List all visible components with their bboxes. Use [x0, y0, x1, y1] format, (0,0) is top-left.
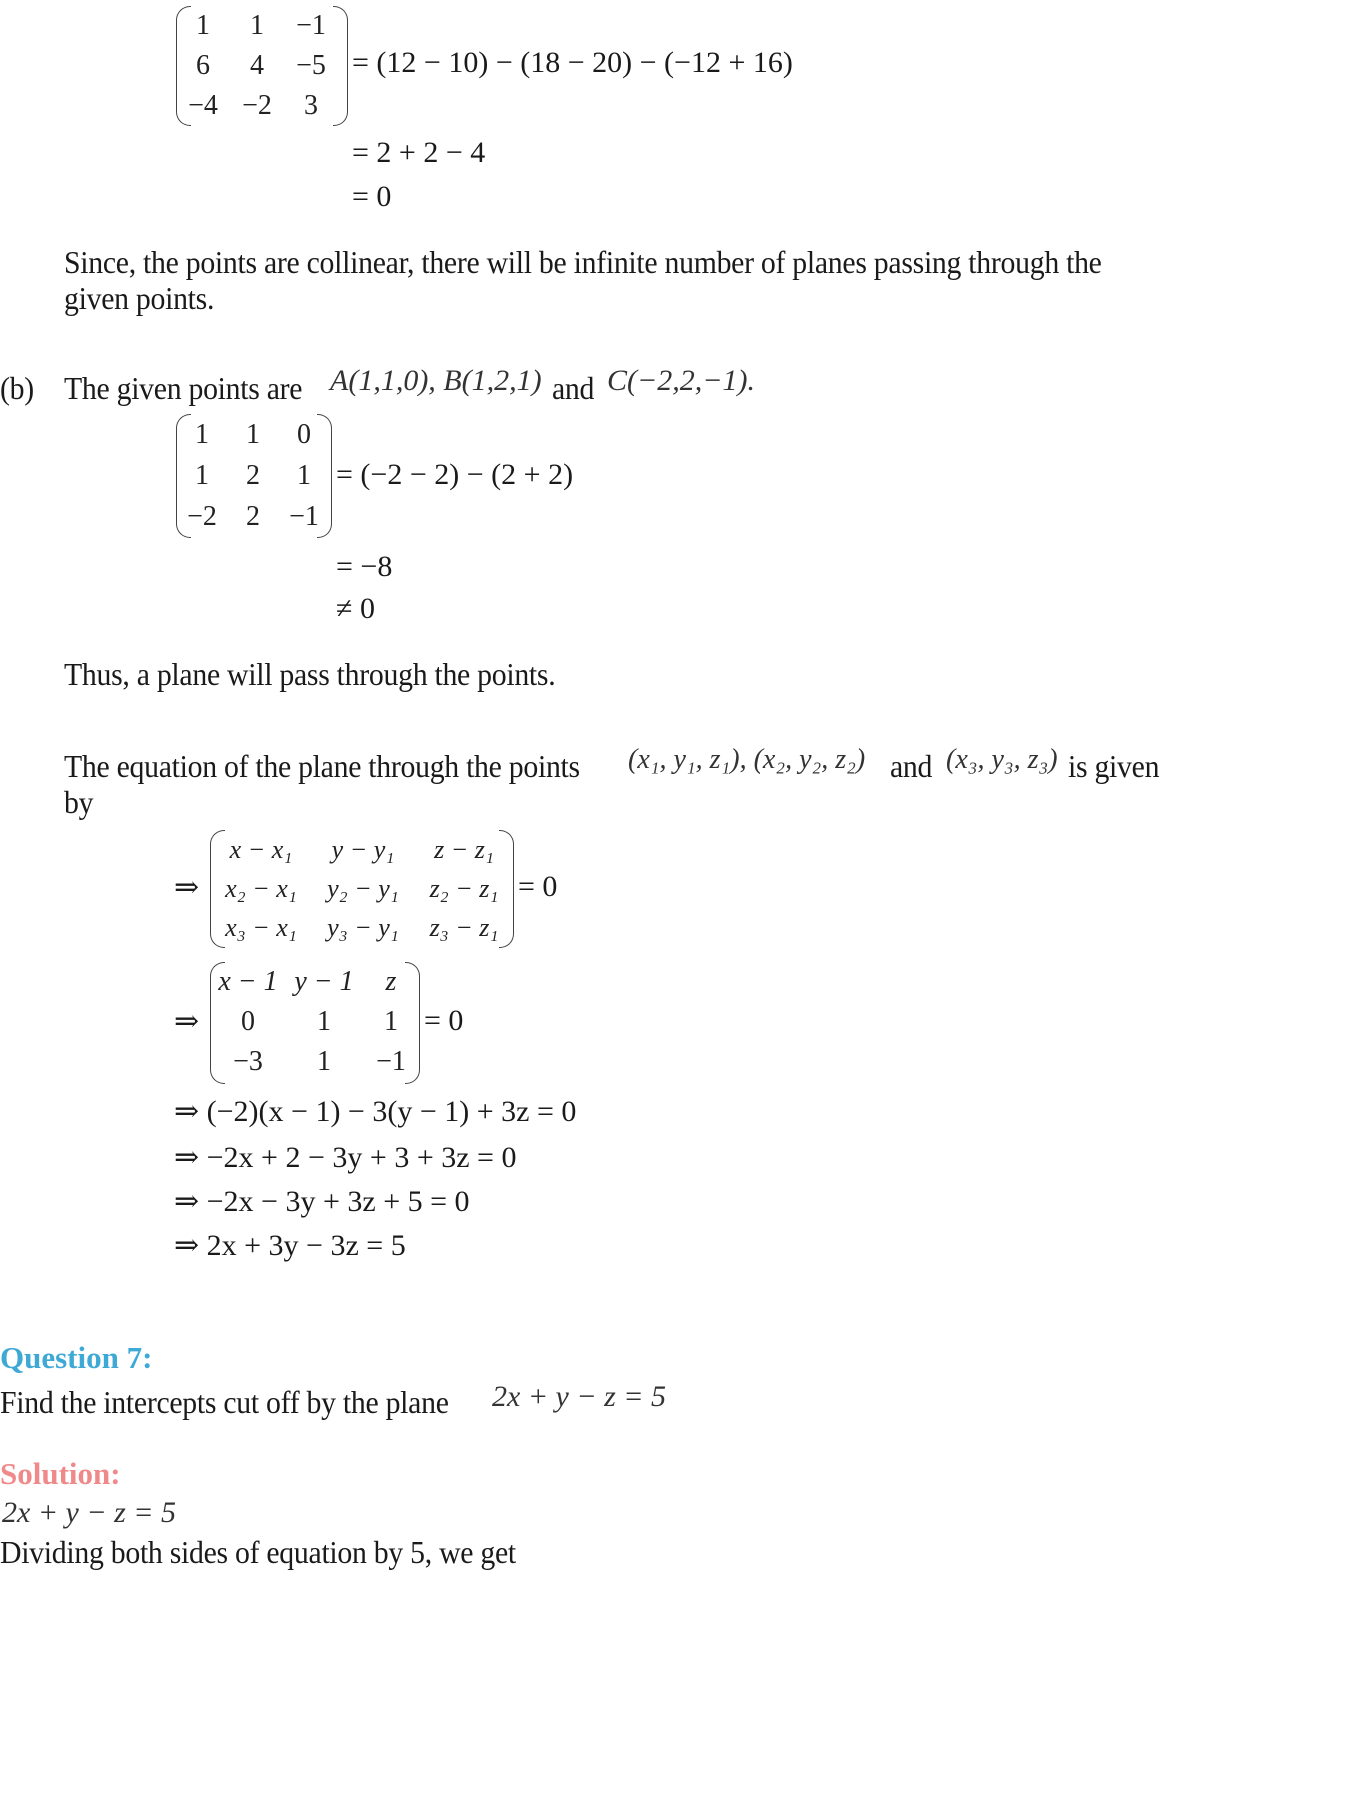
- determinant-sum-a: = 2 + 2 − 4: [352, 136, 486, 169]
- matrix-cell: z: [385, 966, 397, 997]
- points-1-2: (x₁, y₁, z₁), (x₂, y₂, z₂): [628, 744, 866, 775]
- plane-passes-conclusion: Thus, a plane will pass through the points.: [64, 656, 556, 692]
- question-7-prompt: Find the intercepts cut off by the plane: [0, 1384, 449, 1420]
- general-plane-matrix: [210, 830, 514, 948]
- matrix-cell: x₂ − x₁: [225, 873, 297, 903]
- determinant-value-b: = −8: [336, 550, 393, 583]
- question-7-plane-equation: 2x + y − z = 5: [492, 1380, 667, 1413]
- points-a-b: A(1,1,0), B(1,2,1): [330, 364, 542, 397]
- implies-arrow: ⇒: [174, 1005, 200, 1038]
- matrix-cell: y − 1: [294, 966, 354, 997]
- part-b-intro: The given points are: [64, 370, 303, 406]
- and-word-2: and: [890, 748, 933, 784]
- matrix-cell: 1: [246, 418, 260, 450]
- solution-heading: Solution:: [0, 1456, 121, 1491]
- solution-plane-equation: 2x + y − z = 5: [2, 1496, 177, 1529]
- matrix-cell: 0: [297, 418, 311, 450]
- determinant-nonzero-b: ≠ 0: [336, 592, 375, 625]
- point-c: C(−2,2,−1).: [607, 364, 755, 397]
- matrix-cell: −1: [296, 10, 326, 41]
- matrix-cell: 1: [384, 1006, 398, 1037]
- collinear-conclusion-line1: Since, the points are collinear, there will be infinite number of planes passing through the: [64, 244, 1102, 280]
- matrix-cell: 1: [196, 10, 210, 41]
- determinant-expansion-a: = (12 − 10) − (18 − 20) − (−12 + 16): [352, 46, 793, 79]
- matrix-cell: 1: [250, 10, 264, 41]
- plane-equation-intro: The equation of the plane through the points: [64, 748, 580, 784]
- general-plane-equals-zero: = 0: [518, 870, 558, 903]
- question-7-heading: Question 7:: [0, 1340, 153, 1375]
- derivation-step-1: ⇒ (−2)(x − 1) − 3(y − 1) + 3z = 0: [174, 1095, 577, 1128]
- matrix-cell: 2: [246, 500, 260, 532]
- derivation-step-3: ⇒ −2x − 3y + 3z + 5 = 0: [174, 1185, 470, 1218]
- matrix-cell: 0: [241, 1006, 255, 1037]
- and-word: and: [552, 370, 595, 406]
- part-b-label: (b): [0, 370, 34, 406]
- matrix-cell: 1: [317, 1006, 331, 1037]
- matrix-cell: −2: [187, 500, 217, 532]
- matrix-cell: −5: [296, 50, 326, 81]
- matrix-cell: 1: [297, 459, 311, 491]
- matrix-cell: −2: [242, 90, 272, 121]
- matrix-cell: y₂ − y₁: [327, 873, 399, 903]
- matrix-cell: y − y₁: [331, 834, 395, 864]
- derivation-step-2: ⇒ −2x + 2 − 3y + 3 + 3z = 0: [174, 1141, 517, 1174]
- solution-dividing-text: Dividing both sides of equation by 5, we get: [0, 1534, 516, 1570]
- matrix-cell: 6: [196, 50, 210, 81]
- matrix-cell: −4: [188, 90, 218, 121]
- determinant-expansion-b: = (−2 − 2) − (2 + 2): [336, 458, 574, 491]
- matrix-cell: −1: [376, 1046, 406, 1077]
- implies-arrow: ⇒: [174, 871, 200, 904]
- determinant-matrix-b: [176, 414, 332, 538]
- matrix-cell: 1: [317, 1046, 331, 1077]
- matrix-cell: x − x₁: [229, 834, 293, 864]
- matrix-cell: 2: [246, 459, 260, 491]
- matrix-cell: 3: [304, 90, 318, 121]
- is-given-text: is given: [1068, 748, 1160, 784]
- matrix-cell: 1: [195, 418, 209, 450]
- matrix-cell: z − z₁: [434, 834, 494, 864]
- points-3: (x₃, y₃, z₃): [946, 744, 1058, 775]
- collinear-conclusion-line2: given points.: [64, 280, 215, 316]
- matrix-cell: z₂ − z₁: [429, 873, 499, 903]
- derivation-step-4-final-plane: ⇒ 2x + 3y − 3z = 5: [174, 1229, 406, 1262]
- specific-plane-matrix: [210, 962, 420, 1084]
- matrix-cell: z₃ − z₁: [429, 912, 499, 942]
- matrix-cell: x − 1: [218, 966, 278, 997]
- matrix-cell: x₃ − x₁: [225, 912, 297, 942]
- by-text: by: [64, 784, 94, 820]
- matrix-cell: y₃ − y₁: [327, 912, 399, 942]
- matrix-cell: −1: [289, 500, 319, 532]
- matrix-cell: 4: [250, 50, 264, 81]
- matrix-cell: 1: [195, 459, 209, 491]
- matrix-cell: −3: [233, 1046, 263, 1077]
- specific-plane-equals-zero: = 0: [424, 1004, 464, 1037]
- determinant-matrix-a: [176, 6, 348, 126]
- determinant-result-a: = 0: [352, 180, 392, 213]
